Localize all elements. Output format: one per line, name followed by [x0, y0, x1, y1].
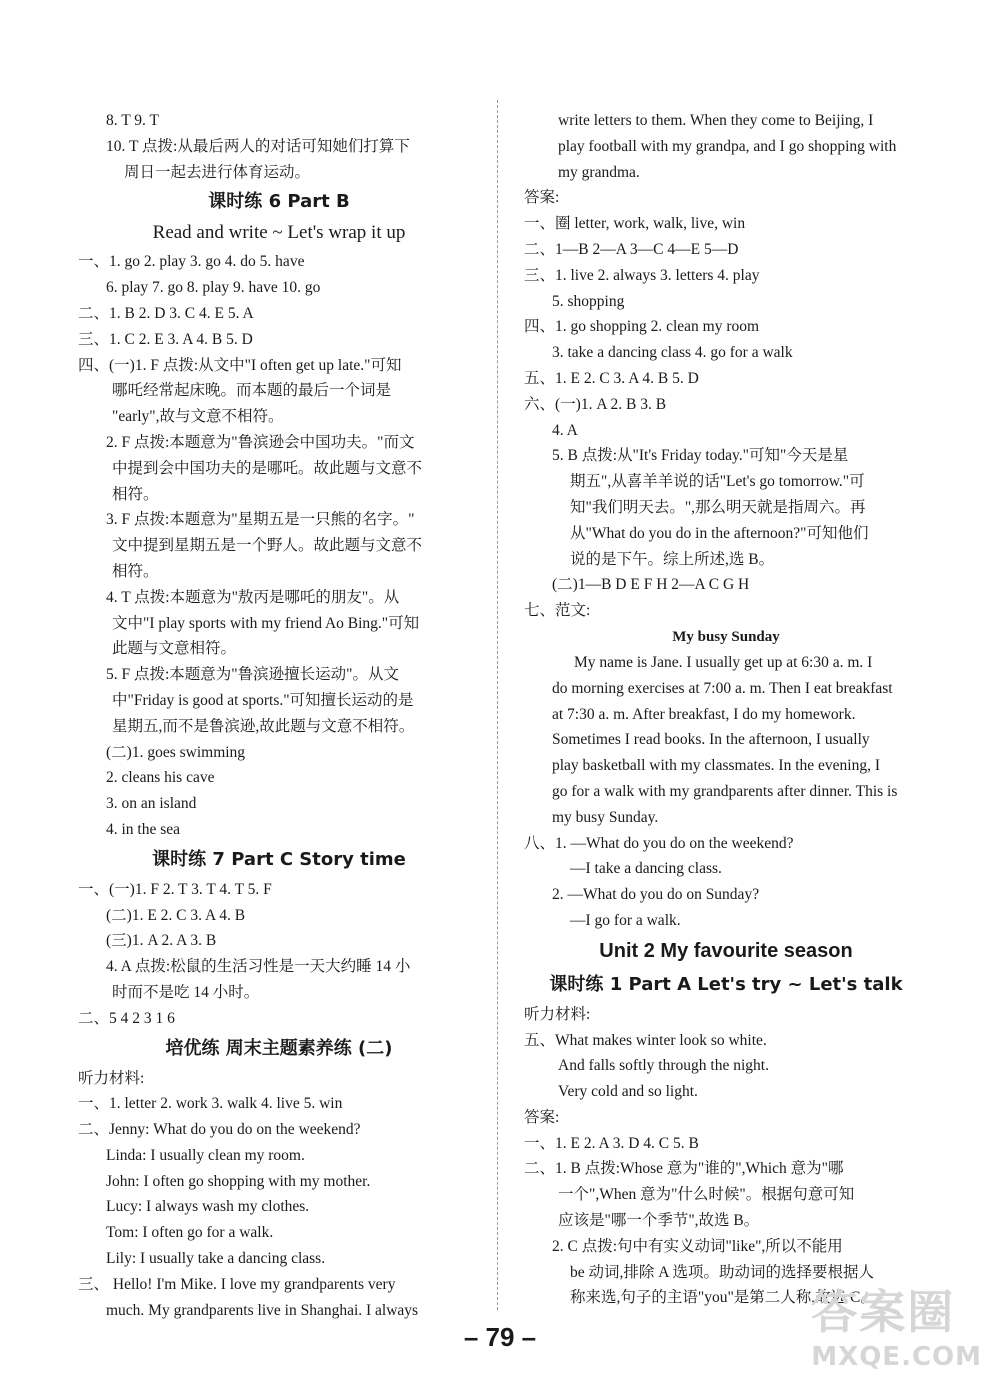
answer-line: 答案:: [524, 189, 560, 207]
answer-line: John: I often go shopping with my mother.: [106, 1172, 371, 1190]
answer-line: Linda: I usually clean my room.: [106, 1146, 305, 1164]
answer-line: 五、1. E 2. C 3. A 4. B 5. D: [524, 369, 699, 387]
answer-line: 应该是"哪一个季节",故选 B。: [558, 1212, 760, 1230]
answer-line: (二)1. goes swimming: [106, 743, 246, 761]
answer-line: 八、1. —What do you do on the weekend?: [524, 834, 794, 852]
answer-line: 10. T 点拨:从最后两人的对话可知她们打算下: [106, 137, 410, 155]
answer-line: "early",故与文意不相符。: [112, 408, 284, 426]
answer-line: 此题与文意相符。: [112, 640, 237, 658]
answer-line: 相符。: [112, 485, 159, 503]
essay-title: My busy Sunday: [672, 628, 780, 645]
answer-line: my grandma.: [558, 163, 640, 181]
answer-line: 文中提到星期五是一个野人。故此题与文意不: [112, 537, 423, 555]
answer-line: play football with my grandpa, and I go shopping with: [558, 137, 897, 155]
answer-line: 4. in the sea: [106, 820, 181, 838]
answer-line: 二、5 4 2 3 1 6: [78, 1009, 175, 1027]
essay-line: Sometimes I read books. In the afternoon, I usually: [552, 731, 870, 749]
answer-line: 从"What do you do in the afternoon?"可知他们: [570, 524, 869, 542]
answer-line: 周日一起去进行体育运动。: [124, 163, 311, 181]
answer-line: 星期五,而不是鲁滨逊,故此题与文意不相符。: [112, 717, 415, 735]
essay-line: at 7:30 a. m. After breakfast, I do my homework.: [552, 705, 856, 723]
answer-line: 三、1. C 2. E 3. A 4. B 5. D: [78, 330, 253, 348]
answer-line: 8. T 9. T: [106, 112, 159, 129]
essay-line: My name is Jane. I usually get up at 6:30 a. m. I: [574, 653, 873, 671]
answer-line: 4. A: [552, 421, 578, 439]
answer-line: 一、(一)1. F 2. T 3. T 4. T 5. F: [78, 880, 272, 898]
column-divider: [497, 100, 498, 1310]
answer-line: much. My grandparents live in Shanghai. I always: [106, 1301, 419, 1319]
answer-line: Very cold and so light.: [558, 1083, 698, 1101]
answer-line: 5. B 点拨:从"It's Friday today."可知"今天是星: [552, 447, 849, 465]
essay-line: go for a walk with my grandparents after dinner. This is: [552, 782, 898, 800]
answer-line: 4. T 点拨:本题意为"敖丙是哪吒的朋友"。从: [106, 588, 400, 606]
answer-line: be 动词,排除 A 选项。助动词的选择要根据人: [570, 1263, 874, 1281]
answer-line: 时而不是吃 14 小时。: [112, 983, 260, 1001]
answer-line: (三)1. A 2. A 3. B: [106, 932, 217, 950]
answer-line: 二、Jenny: What do you do on the weekend?: [78, 1121, 361, 1139]
answer-line: 一、1. E 2. A 3. D 4. C 5. B: [524, 1134, 699, 1152]
answer-line: —I take a dancing class.: [570, 860, 722, 878]
answer-line: 三、1. live 2. always 3. letters 4. play: [524, 266, 760, 284]
answer-line: 4. A 点拨:松鼠的生活习性是一天大约睡 14 小: [106, 958, 411, 976]
answer-line: (二)1—B D E F H 2—A C G H: [552, 576, 750, 594]
section-title-lesson1: 课时练 1 Part A Let's try ~ Let's talk: [549, 973, 903, 995]
answer-line: And falls softly through the night.: [558, 1057, 769, 1075]
answer-line: (二)1. E 2. C 3. A 4. B: [106, 906, 246, 924]
answer-line: write letters to them. When they come to Beijing, I: [558, 112, 874, 129]
answer-line: 5. F 点拨:本题意为"鲁滨逊擅长运动"。从文: [106, 666, 399, 684]
answer-line: 相符。: [112, 562, 159, 580]
answer-line: 答案:: [524, 1108, 560, 1126]
answer-line: 一、1. letter 2. work 3. walk 4. live 5. win: [78, 1095, 343, 1113]
answer-line: 一、1. go 2. play 3. go 4. do 5. have: [78, 253, 305, 271]
answer-line: 三、 Hello! I'm Mike. I love my grandparents very: [78, 1275, 396, 1293]
answer-line: 二、1. B 2. D 3. C 4. E 5. A: [78, 304, 254, 322]
answer-line: 听力材料:: [78, 1069, 145, 1087]
answer-line: 四、1. go shopping 2. clean my room: [524, 318, 760, 336]
section-title-weekend: 培优练 周末主题素养练 (二): [165, 1037, 393, 1059]
answer-line: 听力材料:: [524, 1005, 591, 1023]
answer-line: 2. cleans his cave: [106, 769, 215, 787]
answer-line: 说的是下午。综上所述,选 B。: [570, 550, 775, 568]
section-title-lesson6: 课时练 6 Part B: [208, 191, 350, 213]
answer-line: Lily: I usually take a dancing class.: [106, 1250, 326, 1268]
essay-line: my busy Sunday.: [552, 808, 659, 826]
answer-line: 中"Friday is good at sports."可知擅长运动的是: [112, 691, 414, 709]
answer-line: —I go for a walk.: [570, 911, 681, 929]
answer-line: 文中"I play sports with my friend Ao Bing."可知: [112, 614, 420, 632]
answer-line: 5. shopping: [552, 292, 625, 310]
answer-line: 二、1—B 2—A 3—C 4—E 5—D: [524, 240, 739, 258]
answer-line: 七、范文:: [524, 602, 591, 620]
answer-line: 称来选,句子的主语"you"是第二人称,故选 C。: [570, 1289, 876, 1307]
answer-line: 3. take a dancing class 4. go for a walk: [552, 344, 793, 362]
essay-line: do morning exercises at 7:00 a. m. Then I eat breakfast: [552, 679, 893, 697]
answer-line: 3. on an island: [106, 795, 197, 813]
watermark-logo: 答案圈 MXQE.COM: [811, 1285, 982, 1372]
answer-line: Lucy: I always wash my clothes.: [106, 1198, 310, 1216]
answer-line: 一、圈 letter, work, walk, live, win: [524, 215, 746, 233]
section-title-lesson7: 课时练 7 Part C Story time: [152, 848, 406, 870]
answer-line: 一个",When 意为"什么时候"。根据句意可知: [558, 1186, 855, 1204]
answer-line: Tom: I often go for a walk.: [106, 1224, 274, 1242]
page-number: – 79 –: [463, 1322, 537, 1352]
left-column: [78, 108, 480, 1323]
answer-line: 五、What makes winter look so white.: [524, 1031, 767, 1049]
answer-line: 二、1. B 点拨:Whose 意为"谁的",Which 意为"哪: [524, 1160, 844, 1178]
answer-line: 6. play 7. go 8. play 9. have 10. go: [106, 279, 321, 297]
answer-line: 2. —What do you do on Sunday?: [552, 886, 760, 904]
answer-line: 知"我们明天去。",那么明天就是指周六。再: [570, 498, 866, 516]
answer-line: 四、(一)1. F 点拨:从文中"I often get up late."可知: [78, 356, 402, 374]
answer-line: 六、(一)1. A 2. B 3. B: [524, 395, 667, 413]
answer-line: 期五",从喜羊羊说的话"Let's go tomorrow."可: [570, 473, 865, 491]
answer-line: 中提到会中国功夫的是哪吒。故此题与文意不: [112, 459, 423, 477]
answer-line: 2. F 点拨:本题意为"鲁滨逊会中国功夫。"而文: [106, 433, 415, 451]
right-column: [524, 108, 928, 1311]
answer-line: 哪吒经常起床晚。而本题的最后一个词是: [112, 382, 392, 400]
section-subtitle-lesson6: Read and write ~ Let's wrap it up: [152, 222, 406, 244]
essay-line: play basketball with my classmates. In the evening, I: [552, 757, 880, 775]
answer-line: 3. F 点拨:本题意为"星期五是一只熊的名字。": [106, 511, 415, 529]
answer-line: 2. C 点拨:句中有实义动词"like",所以不能用: [552, 1237, 843, 1255]
unit-title: Unit 2 My favourite season: [599, 939, 853, 962]
